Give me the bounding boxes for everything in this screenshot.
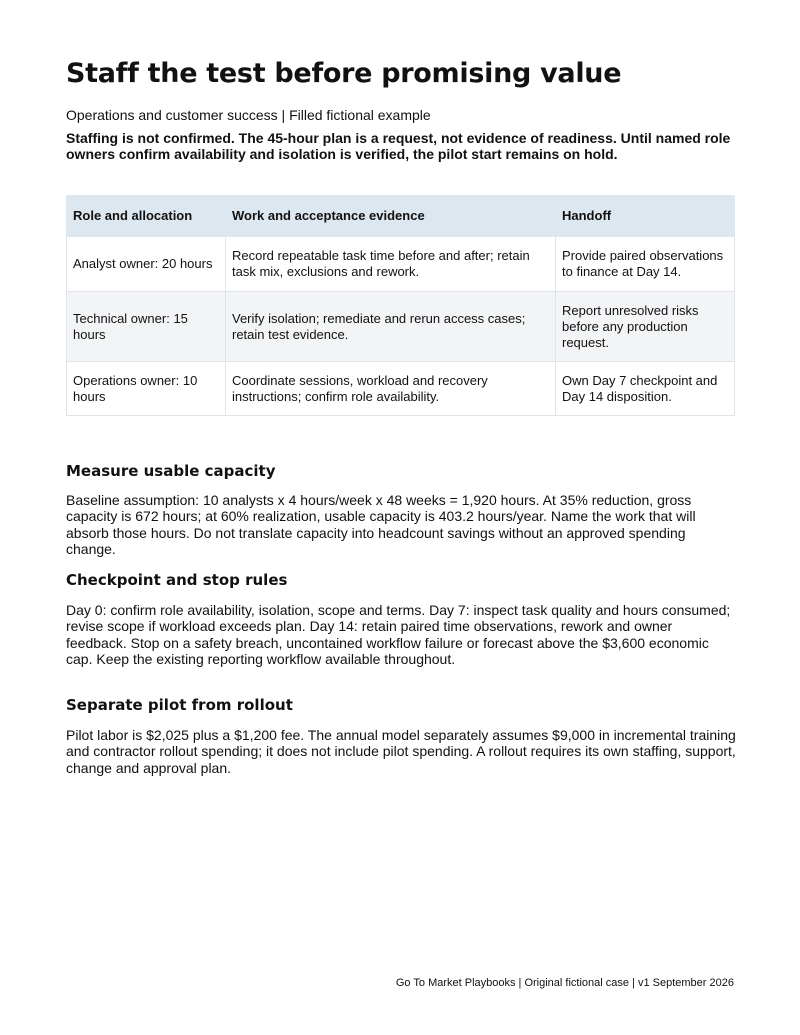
table-row — [67, 292, 735, 362]
section-body-rollout: Pilot labor is $2,025 plus a $1,200 fee. The annual model separately assumes $9,000 in incremental training and contractor rollout spending; it does not include pilot spending. A rollout requires its own staffing, support, change and approval plan. — [66, 727, 736, 776]
staffing-table — [66, 195, 735, 416]
column-header-work: Work and acceptance evidence — [226, 196, 556, 237]
table-cell-work: Verify isolation; remediate and rerun access cases; retain test evidence. — [226, 292, 556, 362]
column-header-handoff: Handoff — [556, 196, 735, 237]
page-footer: Go To Market Playbooks | Original fictional case | v1 September 2026 — [395, 977, 734, 989]
table-cell-handoff: Own Day 7 checkpoint and Day 14 disposition. — [556, 362, 735, 416]
table-cell-role: Operations owner: 10 hours — [67, 362, 226, 416]
table-cell-work: Coordinate sessions, workload and recovery instructions; confirm role availability. — [226, 362, 556, 416]
section-body-capacity: Baseline assumption: 10 analysts x 4 hours/week x 48 weeks = 1,920 hours. At 35% reduction, gross capacity is 672 hours; at 60% realization, usable capacity is 403.2 hours/year. Name the work that will absorb those hours. Do not translate capacity into headcount savings without an approved spending change. — [66, 492, 696, 557]
section-heading-capacity: Measure usable capacity — [66, 462, 276, 480]
table-cell-handoff: Provide paired observations to finance at Day 14. — [556, 237, 735, 292]
table-cell-work: Record repeatable task time before and after; retain task mix, exclusions and rework. — [226, 237, 556, 292]
column-header-role: Role and allocation — [67, 196, 226, 237]
table-row — [67, 237, 735, 292]
section-heading-checkpoints: Checkpoint and stop rules — [66, 571, 288, 589]
status-callout: Staffing is not confirmed. The 45-hour plan is a request, not evidence of readiness. Until named role owners confirm availability and isolation is verified, the pilot start remains on hold. — [66, 130, 731, 162]
table-cell-role: Analyst owner: 20 hours — [67, 237, 226, 292]
section-heading-rollout: Separate pilot from rollout — [66, 696, 293, 714]
table-cell-handoff: Report unresolved risks before any production request. — [556, 292, 735, 362]
page-subtitle: Operations and customer success | Filled fictional example — [66, 107, 431, 123]
table-cell-role: Technical owner: 15 hours — [67, 292, 226, 362]
table-header-row — [67, 196, 735, 237]
page-title: Staff the test before promising value — [66, 58, 622, 89]
section-body-checkpoints: Day 0: confirm role availability, isolation, scope and terms. Day 7: inspect task quality and hours consumed; revise scope if workload exceeds plan. Day 14: retain paired time observations, rework and owner feedback. Stop on a safety breach, uncontained workflow failure or forecast above the $3,600 economic cap. Keep the existing reporting workflow available throughout. — [66, 602, 731, 667]
table-row — [67, 362, 735, 416]
